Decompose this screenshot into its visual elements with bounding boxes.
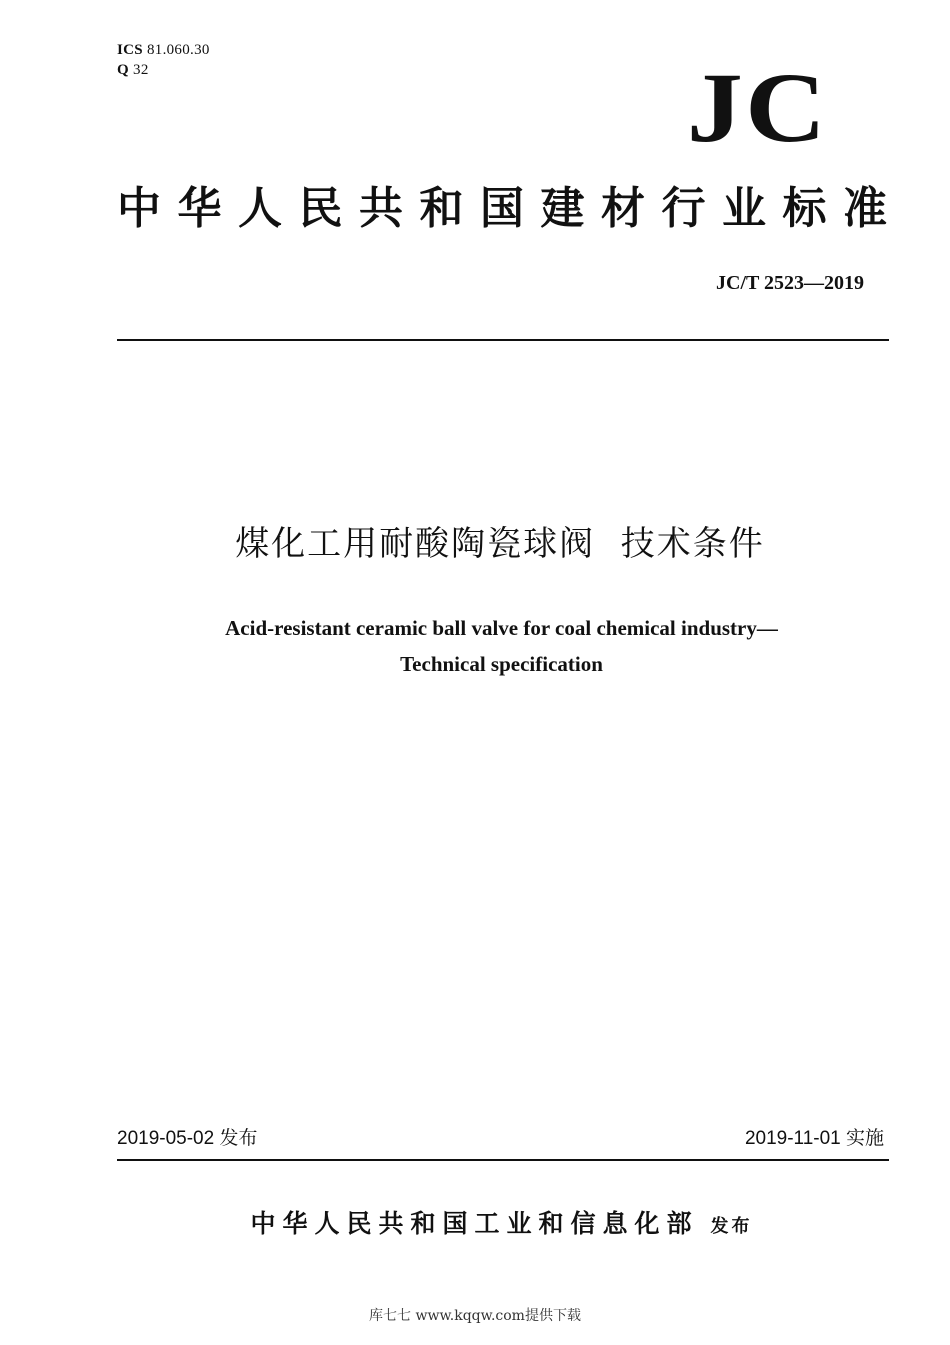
- title-en-line-2: Technical specification: [400, 652, 603, 676]
- header-divider: [117, 339, 889, 341]
- ics-code: [117, 40, 210, 60]
- standard-number: JC/T 2523—2019: [716, 272, 864, 294]
- publisher-name: 中华人民共和国工业和信息化部: [250, 1209, 699, 1238]
- title-en-line-1: Acid-resistant ceramic ball valve for coal chemical industry—: [225, 616, 778, 640]
- ics-label: ICS: [117, 42, 143, 58]
- ccs-label: Q: [117, 62, 129, 78]
- ccs-value: 32: [133, 62, 149, 78]
- industry-standard-title: 中华人民共和国建材行业标准: [117, 183, 889, 234]
- publisher-verb: 发布: [710, 1216, 753, 1237]
- footer-divider: [117, 1159, 889, 1161]
- issue-date: 2019-05-02 发布: [117, 1128, 258, 1149]
- document-title-en: [0, 610, 950, 682]
- implementation-date: 2019-11-01 实施: [744, 1128, 884, 1149]
- ccs-code: [117, 60, 210, 80]
- download-source-note: 库七七 www.kqqw.com提供下载: [369, 1308, 581, 1324]
- classification-codes: [117, 40, 210, 80]
- document-title-cn: 煤化工用耐酸陶瓷球阀 技术条件: [235, 524, 765, 564]
- publisher: [0, 1204, 950, 1240]
- jc-logo: JC: [686, 52, 828, 163]
- ics-value: 81.060.30: [146, 42, 210, 58]
